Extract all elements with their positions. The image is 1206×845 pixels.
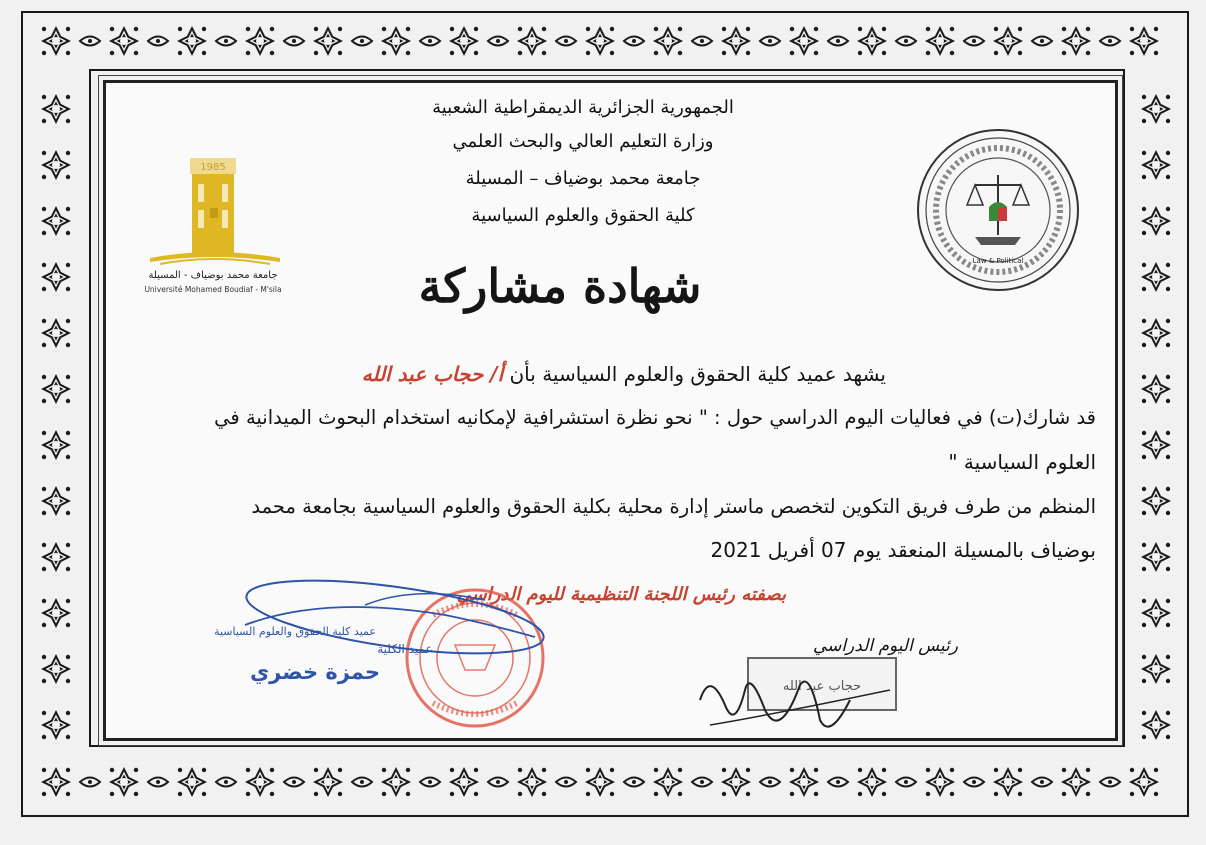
body-line-3: العلوم السياسية ": [948, 450, 1096, 474]
border-ornament: [40, 317, 72, 349]
organizer-capacity: بصفته رئيس اللجنة التنظيمية لليوم الدراسي: [456, 584, 786, 605]
border-link: [148, 37, 168, 46]
border-ornament: [176, 25, 208, 57]
border-link: [760, 778, 780, 787]
border-link: [828, 778, 848, 787]
border-ornament: [1060, 766, 1092, 798]
border-link: [284, 778, 304, 787]
border-link: [352, 778, 372, 787]
border-ornament: [40, 766, 72, 798]
dean-stamp-role: عميد الكلية: [377, 642, 433, 656]
border-ornament: [1140, 653, 1172, 685]
border-link: [624, 778, 644, 787]
border-link: [692, 778, 712, 787]
border-link: [80, 778, 100, 787]
border-link: [692, 37, 712, 46]
border-link: [1100, 778, 1120, 787]
border-link: [964, 37, 984, 46]
border-link: [216, 37, 236, 46]
logo-name-fr: Université Mohamed Boudiaf - M'sila: [144, 285, 282, 294]
border-ornament: [924, 766, 956, 798]
border-ornament: [40, 597, 72, 629]
border-link: [80, 37, 100, 46]
border-ornament: [1140, 709, 1172, 741]
border-ornament: [1140, 541, 1172, 573]
border-ornament: [40, 25, 72, 57]
day-head-label: رئيس اليوم الدراسي: [812, 636, 958, 656]
dean-signature-block: [185, 575, 565, 735]
border-ornament: [448, 25, 480, 57]
border-ornament: [40, 261, 72, 293]
header-ministry: وزارة التعليم العالي والبحث العلمي: [452, 131, 714, 152]
border-ornament: [244, 766, 276, 798]
body-intro: يشهد عميد كلية الحقوق والعلوم السياسية بأن: [509, 362, 886, 386]
border-ornament: [380, 25, 412, 57]
border-ornament: [584, 766, 616, 798]
border-ornament: [584, 25, 616, 57]
border-ornament: [1140, 485, 1172, 517]
border-ornament: [992, 766, 1024, 798]
border-ornament: [1140, 597, 1172, 629]
body-line-5: بوضياف بالمسيلة المنعقد يوم 07 أفريل 2021: [710, 538, 1096, 562]
border-link: [420, 37, 440, 46]
border-ornament: [448, 766, 480, 798]
border-link: [624, 37, 644, 46]
border-ornament: [244, 25, 276, 57]
border-ornament: [1128, 766, 1160, 798]
border-ornament: [108, 25, 140, 57]
border-link: [420, 778, 440, 787]
border-ornament: [1060, 25, 1092, 57]
border-link: [896, 778, 916, 787]
border-ornament: [176, 766, 208, 798]
border-ornament: [652, 25, 684, 57]
recipient-name: أ/ حجاب عبد الله: [361, 362, 504, 386]
border-ornament: [856, 25, 888, 57]
body-line-2: قد شارك(ت) في فعاليات اليوم الدراسي حول : " نحو نظرة استشرافية لإمكانيه استخدام البحوث الميدانية في: [214, 406, 1096, 429]
border-ornament: [380, 766, 412, 798]
border-link: [1032, 778, 1052, 787]
border-link: [216, 778, 236, 787]
border-link: [896, 37, 916, 46]
dean-name: حمزة خضري: [249, 660, 381, 684]
border-link: [488, 778, 508, 787]
seal-caption: Law & Political: [972, 257, 1024, 265]
border-ornament: [788, 766, 820, 798]
border-link: [556, 778, 576, 787]
border-ornament: [40, 541, 72, 573]
border-ornament: [856, 766, 888, 798]
logo-year: 1985: [200, 162, 226, 173]
border-link: [760, 37, 780, 46]
border-ornament: [924, 25, 956, 57]
day-head-signature-block: [690, 630, 940, 750]
border-ornament: [1128, 25, 1160, 57]
body-line-4: المنظم من طرف فريق التكوين لتخصص ماستر إدارة محلية بكلية الحقوق والعلوم السياسية بجامعة محمد: [251, 495, 1096, 518]
border-link: [148, 778, 168, 787]
border-ornament: [720, 25, 752, 57]
border-ornament: [1140, 261, 1172, 293]
day-head-stamp: حجاب عبد الله: [782, 679, 862, 694]
border-ornament: [1140, 429, 1172, 461]
border-ornament: [720, 766, 752, 798]
border-ornament: [788, 25, 820, 57]
header-university: جامعة محمد بوضياف – المسيلة: [465, 168, 701, 189]
border-ornament: [40, 709, 72, 741]
border-ornament: [516, 766, 548, 798]
border-ornament: [312, 25, 344, 57]
border-link: [488, 37, 508, 46]
border-ornament: [108, 766, 140, 798]
border-link: [556, 37, 576, 46]
header-republic: الجمهورية الجزائرية الديمقراطية الشعبية: [432, 97, 734, 118]
border-link: [1100, 37, 1120, 46]
border-ornament: [40, 373, 72, 405]
border-link: [352, 37, 372, 46]
border-link: [828, 37, 848, 46]
border-ornament: [40, 429, 72, 461]
border-ornament: [40, 653, 72, 685]
border-link: [284, 37, 304, 46]
border-ornament: [1140, 373, 1172, 405]
header-faculty: كلية الحقوق والعلوم السياسية: [471, 205, 695, 226]
certificate-title: شهادة مشاركة: [418, 259, 702, 313]
body-line-1: [362, 362, 886, 386]
logo-name-ar: جامعة محمد بوضياف - المسيلة: [148, 270, 278, 281]
border-ornament: [1140, 317, 1172, 349]
border-ornament: [992, 25, 1024, 57]
border-ornament: [652, 766, 684, 798]
border-ornament: [516, 25, 548, 57]
border-ornament: [40, 485, 72, 517]
border-link: [964, 778, 984, 787]
border-link: [1032, 37, 1052, 46]
border-ornament: [312, 766, 344, 798]
dean-stamp-title: عميد كلية الحقوق والعلوم السياسية: [214, 625, 376, 638]
